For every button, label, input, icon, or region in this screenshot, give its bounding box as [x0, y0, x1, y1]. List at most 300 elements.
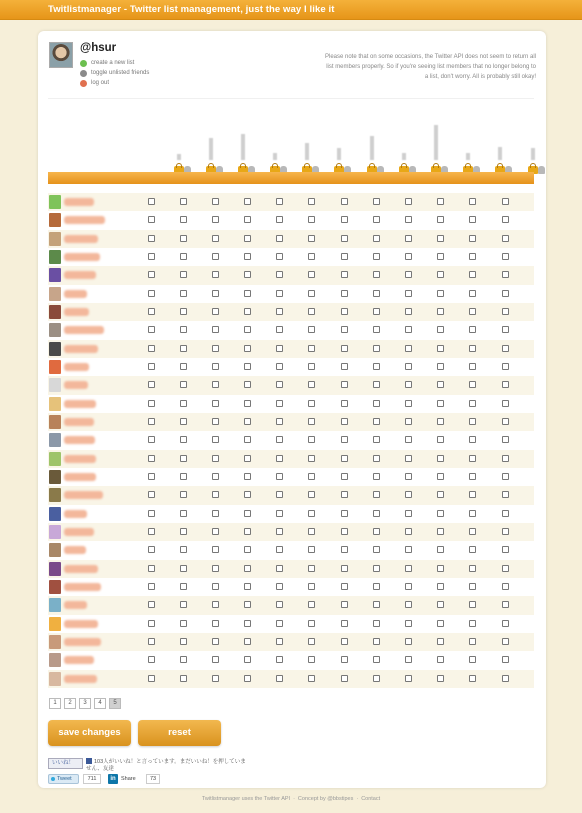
list-membership-checkbox[interactable] [148, 308, 155, 315]
list-membership-checkbox[interactable] [373, 198, 380, 205]
list-membership-checkbox[interactable] [469, 601, 476, 608]
list-membership-checkbox[interactable] [276, 400, 283, 407]
list-membership-checkbox[interactable] [373, 656, 380, 663]
list-membership-checkbox[interactable] [373, 546, 380, 553]
list-membership-checkbox[interactable] [244, 326, 251, 333]
list-membership-checkbox[interactable] [405, 675, 412, 682]
toggle-unlisted-link[interactable] [80, 68, 149, 78]
footer-api-text[interactable]: Twitlistmanager uses the Twitter API [201, 796, 291, 802]
list-membership-checkbox[interactable] [502, 235, 509, 242]
list-membership-checkbox[interactable] [148, 601, 155, 608]
list-membership-checkbox[interactable] [276, 436, 283, 443]
list-membership-checkbox[interactable] [469, 565, 476, 572]
list-membership-checkbox[interactable] [212, 363, 219, 370]
list-membership-checkbox[interactable] [244, 675, 251, 682]
list-membership-checkbox[interactable] [373, 510, 380, 517]
list-membership-checkbox[interactable] [437, 638, 444, 645]
list-membership-checkbox[interactable] [469, 271, 476, 278]
list-membership-checkbox[interactable] [276, 253, 283, 260]
list-membership-checkbox[interactable] [405, 271, 412, 278]
list-membership-checkbox[interactable] [341, 198, 348, 205]
list-membership-checkbox[interactable] [502, 271, 509, 278]
list-membership-checkbox[interactable] [405, 436, 412, 443]
list-membership-checkbox[interactable] [212, 290, 219, 297]
list-membership-checkbox[interactable] [276, 455, 283, 462]
list-membership-checkbox[interactable] [502, 400, 509, 407]
list-membership-checkbox[interactable] [469, 235, 476, 242]
list-membership-checkbox[interactable] [405, 565, 412, 572]
list-membership-checkbox[interactable] [180, 638, 187, 645]
list-membership-checkbox[interactable] [341, 491, 348, 498]
list-membership-checkbox[interactable] [469, 656, 476, 663]
list-membership-checkbox[interactable] [244, 638, 251, 645]
list-membership-checkbox[interactable] [405, 601, 412, 608]
list-membership-checkbox[interactable] [373, 675, 380, 682]
list-membership-checkbox[interactable] [308, 235, 315, 242]
list-membership-checkbox[interactable] [502, 528, 509, 535]
list-membership-checkbox[interactable] [308, 620, 315, 627]
list-column-header[interactable] [334, 112, 352, 174]
list-membership-checkbox[interactable] [180, 675, 187, 682]
list-membership-checkbox[interactable] [405, 400, 412, 407]
list-membership-checkbox[interactable] [308, 546, 315, 553]
list-membership-checkbox[interactable] [502, 326, 509, 333]
list-membership-checkbox[interactable] [276, 565, 283, 572]
list-membership-checkbox[interactable] [212, 620, 219, 627]
list-membership-checkbox[interactable] [373, 565, 380, 572]
list-membership-checkbox[interactable] [405, 455, 412, 462]
list-membership-checkbox[interactable] [469, 363, 476, 370]
list-membership-checkbox[interactable] [437, 473, 444, 480]
list-membership-checkbox[interactable] [212, 271, 219, 278]
list-membership-checkbox[interactable] [308, 198, 315, 205]
list-membership-checkbox[interactable] [308, 216, 315, 223]
list-membership-checkbox[interactable] [276, 290, 283, 297]
list-membership-checkbox[interactable] [180, 235, 187, 242]
list-membership-checkbox[interactable] [148, 271, 155, 278]
list-membership-checkbox[interactable] [212, 638, 219, 645]
list-membership-checkbox[interactable] [148, 510, 155, 517]
facebook-like-button[interactable]: いいね！ [48, 758, 83, 769]
list-column-header[interactable] [206, 112, 224, 174]
list-membership-checkbox[interactable] [308, 253, 315, 260]
list-membership-checkbox[interactable] [341, 656, 348, 663]
member-name-link[interactable] [64, 510, 87, 518]
list-membership-checkbox[interactable] [244, 583, 251, 590]
list-membership-checkbox[interactable] [276, 491, 283, 498]
list-membership-checkbox[interactable] [148, 638, 155, 645]
list-membership-checkbox[interactable] [405, 473, 412, 480]
list-membership-checkbox[interactable] [502, 601, 509, 608]
list-membership-checkbox[interactable] [244, 455, 251, 462]
list-membership-checkbox[interactable] [308, 583, 315, 590]
list-membership-checkbox[interactable] [212, 455, 219, 462]
list-membership-checkbox[interactable] [405, 510, 412, 517]
list-membership-checkbox[interactable] [469, 638, 476, 645]
list-membership-checkbox[interactable] [437, 253, 444, 260]
list-membership-checkbox[interactable] [244, 546, 251, 553]
list-membership-checkbox[interactable] [308, 290, 315, 297]
list-membership-checkbox[interactable] [405, 326, 412, 333]
member-name-link[interactable] [64, 290, 87, 298]
list-membership-checkbox[interactable] [180, 473, 187, 480]
list-membership-checkbox[interactable] [502, 565, 509, 572]
list-membership-checkbox[interactable] [437, 601, 444, 608]
list-membership-checkbox[interactable] [276, 198, 283, 205]
list-membership-checkbox[interactable] [212, 345, 219, 352]
member-name-link[interactable] [64, 546, 86, 554]
list-membership-checkbox[interactable] [341, 326, 348, 333]
list-column-header[interactable] [367, 112, 385, 174]
member-name-link[interactable] [64, 638, 101, 646]
list-membership-checkbox[interactable] [148, 235, 155, 242]
list-membership-checkbox[interactable] [405, 546, 412, 553]
list-membership-checkbox[interactable] [212, 381, 219, 388]
list-membership-checkbox[interactable] [341, 436, 348, 443]
list-membership-checkbox[interactable] [244, 235, 251, 242]
list-column-header[interactable] [270, 112, 288, 174]
list-membership-checkbox[interactable] [180, 253, 187, 260]
list-membership-checkbox[interactable] [373, 491, 380, 498]
member-name-link[interactable] [64, 583, 101, 591]
list-membership-checkbox[interactable] [276, 345, 283, 352]
list-membership-checkbox[interactable] [405, 308, 412, 315]
list-membership-checkbox[interactable] [276, 326, 283, 333]
list-membership-checkbox[interactable] [212, 583, 219, 590]
list-membership-checkbox[interactable] [276, 656, 283, 663]
list-membership-checkbox[interactable] [469, 620, 476, 627]
list-membership-checkbox[interactable] [308, 510, 315, 517]
page-link[interactable]: 2 [64, 698, 76, 709]
list-membership-checkbox[interactable] [437, 290, 444, 297]
list-membership-checkbox[interactable] [469, 418, 476, 425]
list-membership-checkbox[interactable] [437, 345, 444, 352]
list-membership-checkbox[interactable] [341, 620, 348, 627]
list-membership-checkbox[interactable] [212, 675, 219, 682]
list-membership-checkbox[interactable] [244, 510, 251, 517]
list-membership-checkbox[interactable] [469, 253, 476, 260]
list-membership-checkbox[interactable] [502, 656, 509, 663]
list-membership-checkbox[interactable] [502, 436, 509, 443]
list-membership-checkbox[interactable] [437, 381, 444, 388]
list-membership-checkbox[interactable] [437, 455, 444, 462]
list-membership-checkbox[interactable] [180, 583, 187, 590]
list-membership-checkbox[interactable] [148, 290, 155, 297]
list-membership-checkbox[interactable] [148, 473, 155, 480]
list-membership-checkbox[interactable] [373, 381, 380, 388]
list-membership-checkbox[interactable] [244, 216, 251, 223]
list-membership-checkbox[interactable] [276, 235, 283, 242]
list-membership-checkbox[interactable] [373, 620, 380, 627]
list-membership-checkbox[interactable] [276, 473, 283, 480]
member-name-link[interactable] [64, 491, 103, 499]
list-membership-checkbox[interactable] [212, 216, 219, 223]
list-membership-checkbox[interactable] [437, 326, 444, 333]
list-membership-checkbox[interactable] [308, 455, 315, 462]
list-membership-checkbox[interactable] [373, 326, 380, 333]
reset-button[interactable]: reset [138, 720, 221, 746]
list-membership-checkbox[interactable] [148, 381, 155, 388]
list-membership-checkbox[interactable] [502, 381, 509, 388]
list-membership-checkbox[interactable] [469, 491, 476, 498]
list-membership-checkbox[interactable] [502, 418, 509, 425]
footer-concept-link[interactable]: Concept by @bbstipes [297, 796, 354, 802]
list-column-header[interactable] [399, 112, 417, 174]
list-membership-checkbox[interactable] [148, 528, 155, 535]
list-membership-checkbox[interactable] [308, 528, 315, 535]
list-membership-checkbox[interactable] [405, 656, 412, 663]
list-membership-checkbox[interactable] [437, 308, 444, 315]
member-name-link[interactable] [64, 620, 98, 628]
list-membership-checkbox[interactable] [180, 436, 187, 443]
list-membership-checkbox[interactable] [308, 326, 315, 333]
list-membership-checkbox[interactable] [469, 528, 476, 535]
member-name-link[interactable] [64, 308, 89, 316]
list-membership-checkbox[interactable] [373, 601, 380, 608]
list-membership-checkbox[interactable] [469, 400, 476, 407]
list-membership-checkbox[interactable] [244, 656, 251, 663]
member-name-link[interactable] [64, 235, 98, 243]
list-membership-checkbox[interactable] [341, 528, 348, 535]
list-membership-checkbox[interactable] [276, 418, 283, 425]
list-membership-checkbox[interactable] [502, 473, 509, 480]
logout-link[interactable] [80, 78, 149, 88]
list-membership-checkbox[interactable] [276, 638, 283, 645]
member-name-link[interactable] [64, 271, 96, 279]
list-column-header[interactable] [174, 112, 192, 174]
list-membership-checkbox[interactable] [437, 565, 444, 572]
list-membership-checkbox[interactable] [341, 363, 348, 370]
list-membership-checkbox[interactable] [341, 565, 348, 572]
list-membership-checkbox[interactable] [148, 400, 155, 407]
list-membership-checkbox[interactable] [373, 271, 380, 278]
list-membership-checkbox[interactable] [244, 253, 251, 260]
member-name-link[interactable] [64, 675, 97, 683]
list-membership-checkbox[interactable] [502, 675, 509, 682]
list-membership-checkbox[interactable] [148, 656, 155, 663]
list-membership-checkbox[interactable] [405, 216, 412, 223]
list-membership-checkbox[interactable] [405, 418, 412, 425]
list-membership-checkbox[interactable] [308, 675, 315, 682]
list-membership-checkbox[interactable] [180, 620, 187, 627]
list-membership-checkbox[interactable] [437, 528, 444, 535]
list-membership-checkbox[interactable] [244, 436, 251, 443]
list-membership-checkbox[interactable] [308, 601, 315, 608]
page-link[interactable]: 4 [94, 698, 106, 709]
list-membership-checkbox[interactable] [180, 601, 187, 608]
list-membership-checkbox[interactable] [180, 363, 187, 370]
list-membership-checkbox[interactable] [148, 583, 155, 590]
list-membership-checkbox[interactable] [341, 455, 348, 462]
list-membership-checkbox[interactable] [405, 638, 412, 645]
list-membership-checkbox[interactable] [437, 235, 444, 242]
list-membership-checkbox[interactable] [276, 308, 283, 315]
list-membership-checkbox[interactable] [180, 455, 187, 462]
list-membership-checkbox[interactable] [405, 235, 412, 242]
list-membership-checkbox[interactable] [308, 400, 315, 407]
list-column-header[interactable] [431, 112, 449, 174]
list-membership-checkbox[interactable] [502, 216, 509, 223]
list-membership-checkbox[interactable] [437, 620, 444, 627]
list-membership-checkbox[interactable] [148, 620, 155, 627]
list-membership-checkbox[interactable] [276, 675, 283, 682]
list-membership-checkbox[interactable] [341, 418, 348, 425]
list-membership-checkbox[interactable] [373, 308, 380, 315]
list-membership-checkbox[interactable] [341, 400, 348, 407]
member-name-link[interactable] [64, 455, 96, 463]
list-membership-checkbox[interactable] [212, 326, 219, 333]
list-column-header[interactable] [463, 112, 481, 174]
list-membership-checkbox[interactable] [308, 345, 315, 352]
list-membership-checkbox[interactable] [502, 491, 509, 498]
list-membership-checkbox[interactable] [405, 345, 412, 352]
list-membership-checkbox[interactable] [276, 528, 283, 535]
list-membership-checkbox[interactable] [244, 565, 251, 572]
member-name-link[interactable] [64, 436, 95, 444]
list-membership-checkbox[interactable] [244, 290, 251, 297]
list-membership-checkbox[interactable] [373, 473, 380, 480]
list-membership-checkbox[interactable] [469, 326, 476, 333]
list-membership-checkbox[interactable] [244, 491, 251, 498]
list-membership-checkbox[interactable] [469, 436, 476, 443]
list-membership-checkbox[interactable] [276, 510, 283, 517]
list-membership-checkbox[interactable] [244, 198, 251, 205]
list-membership-checkbox[interactable] [502, 198, 509, 205]
list-membership-checkbox[interactable] [180, 345, 187, 352]
list-membership-checkbox[interactable] [212, 510, 219, 517]
list-membership-checkbox[interactable] [502, 620, 509, 627]
member-name-link[interactable] [64, 418, 94, 426]
tweet-button[interactable]: Tweet [48, 774, 79, 784]
list-membership-checkbox[interactable] [469, 381, 476, 388]
list-membership-checkbox[interactable] [437, 510, 444, 517]
member-name-link[interactable] [64, 473, 96, 481]
list-membership-checkbox[interactable] [148, 198, 155, 205]
list-membership-checkbox[interactable] [502, 345, 509, 352]
list-membership-checkbox[interactable] [469, 290, 476, 297]
list-membership-checkbox[interactable] [276, 601, 283, 608]
list-membership-checkbox[interactable] [308, 271, 315, 278]
list-membership-checkbox[interactable] [276, 546, 283, 553]
member-name-link[interactable] [64, 381, 88, 389]
list-membership-checkbox[interactable] [244, 418, 251, 425]
list-membership-checkbox[interactable] [341, 583, 348, 590]
list-membership-checkbox[interactable] [469, 198, 476, 205]
list-membership-checkbox[interactable] [212, 436, 219, 443]
list-column-header[interactable] [495, 112, 513, 174]
list-membership-checkbox[interactable] [276, 381, 283, 388]
list-membership-checkbox[interactable] [148, 216, 155, 223]
list-membership-checkbox[interactable] [373, 583, 380, 590]
list-membership-checkbox[interactable] [212, 418, 219, 425]
list-membership-checkbox[interactable] [276, 620, 283, 627]
list-membership-checkbox[interactable] [276, 583, 283, 590]
list-membership-checkbox[interactable] [502, 510, 509, 517]
list-membership-checkbox[interactable] [437, 363, 444, 370]
list-membership-checkbox[interactable] [341, 546, 348, 553]
list-membership-checkbox[interactable] [308, 381, 315, 388]
list-membership-checkbox[interactable] [437, 491, 444, 498]
list-membership-checkbox[interactable] [341, 253, 348, 260]
app-title[interactable]: Twitlistmanager - Twitter list management, just the way I like it [48, 4, 335, 15]
list-membership-checkbox[interactable] [308, 436, 315, 443]
member-name-link[interactable] [64, 400, 96, 408]
list-membership-checkbox[interactable] [180, 381, 187, 388]
list-membership-checkbox[interactable] [244, 601, 251, 608]
list-membership-checkbox[interactable] [148, 491, 155, 498]
list-membership-checkbox[interactable] [373, 345, 380, 352]
list-membership-checkbox[interactable] [437, 271, 444, 278]
list-membership-checkbox[interactable] [148, 363, 155, 370]
list-membership-checkbox[interactable] [437, 436, 444, 443]
list-membership-checkbox[interactable] [308, 491, 315, 498]
list-membership-checkbox[interactable] [212, 198, 219, 205]
list-membership-checkbox[interactable] [502, 253, 509, 260]
list-membership-checkbox[interactable] [373, 638, 380, 645]
list-membership-checkbox[interactable] [180, 271, 187, 278]
list-membership-checkbox[interactable] [212, 601, 219, 608]
list-membership-checkbox[interactable] [180, 326, 187, 333]
member-name-link[interactable] [64, 601, 87, 609]
list-membership-checkbox[interactable] [373, 216, 380, 223]
list-membership-checkbox[interactable] [308, 656, 315, 663]
list-membership-checkbox[interactable] [180, 418, 187, 425]
list-membership-checkbox[interactable] [469, 345, 476, 352]
list-membership-checkbox[interactable] [180, 308, 187, 315]
linkedin-share-button[interactable] [108, 774, 142, 784]
member-name-link[interactable] [64, 345, 98, 353]
list-membership-checkbox[interactable] [469, 455, 476, 462]
list-membership-checkbox[interactable] [148, 326, 155, 333]
list-membership-checkbox[interactable] [502, 363, 509, 370]
list-membership-checkbox[interactable] [244, 620, 251, 627]
save-changes-button[interactable]: save changes [48, 720, 131, 746]
list-membership-checkbox[interactable] [502, 546, 509, 553]
list-membership-checkbox[interactable] [341, 381, 348, 388]
list-membership-checkbox[interactable] [212, 308, 219, 315]
member-name-link[interactable] [64, 198, 94, 206]
create-list-link[interactable] [80, 58, 149, 68]
list-membership-checkbox[interactable] [502, 583, 509, 590]
list-membership-checkbox[interactable] [373, 363, 380, 370]
member-name-link[interactable] [64, 253, 100, 261]
member-name-link[interactable] [64, 216, 105, 224]
list-membership-checkbox[interactable] [437, 216, 444, 223]
list-membership-checkbox[interactable] [469, 583, 476, 590]
list-membership-checkbox[interactable] [308, 308, 315, 315]
list-membership-checkbox[interactable] [341, 601, 348, 608]
list-membership-checkbox[interactable] [405, 363, 412, 370]
list-membership-checkbox[interactable] [180, 491, 187, 498]
list-membership-checkbox[interactable] [341, 675, 348, 682]
list-membership-checkbox[interactable] [212, 235, 219, 242]
list-membership-checkbox[interactable] [502, 455, 509, 462]
list-membership-checkbox[interactable] [341, 216, 348, 223]
list-membership-checkbox[interactable] [180, 656, 187, 663]
list-membership-checkbox[interactable] [437, 656, 444, 663]
list-membership-checkbox[interactable] [405, 528, 412, 535]
list-membership-checkbox[interactable] [405, 620, 412, 627]
list-membership-checkbox[interactable] [405, 290, 412, 297]
list-membership-checkbox[interactable] [469, 308, 476, 315]
list-membership-checkbox[interactable] [373, 235, 380, 242]
list-membership-checkbox[interactable] [212, 491, 219, 498]
list-membership-checkbox[interactable] [437, 583, 444, 590]
list-membership-checkbox[interactable] [212, 656, 219, 663]
page-link[interactable]: 5 [109, 698, 121, 709]
list-membership-checkbox[interactable] [180, 528, 187, 535]
list-membership-checkbox[interactable] [244, 400, 251, 407]
